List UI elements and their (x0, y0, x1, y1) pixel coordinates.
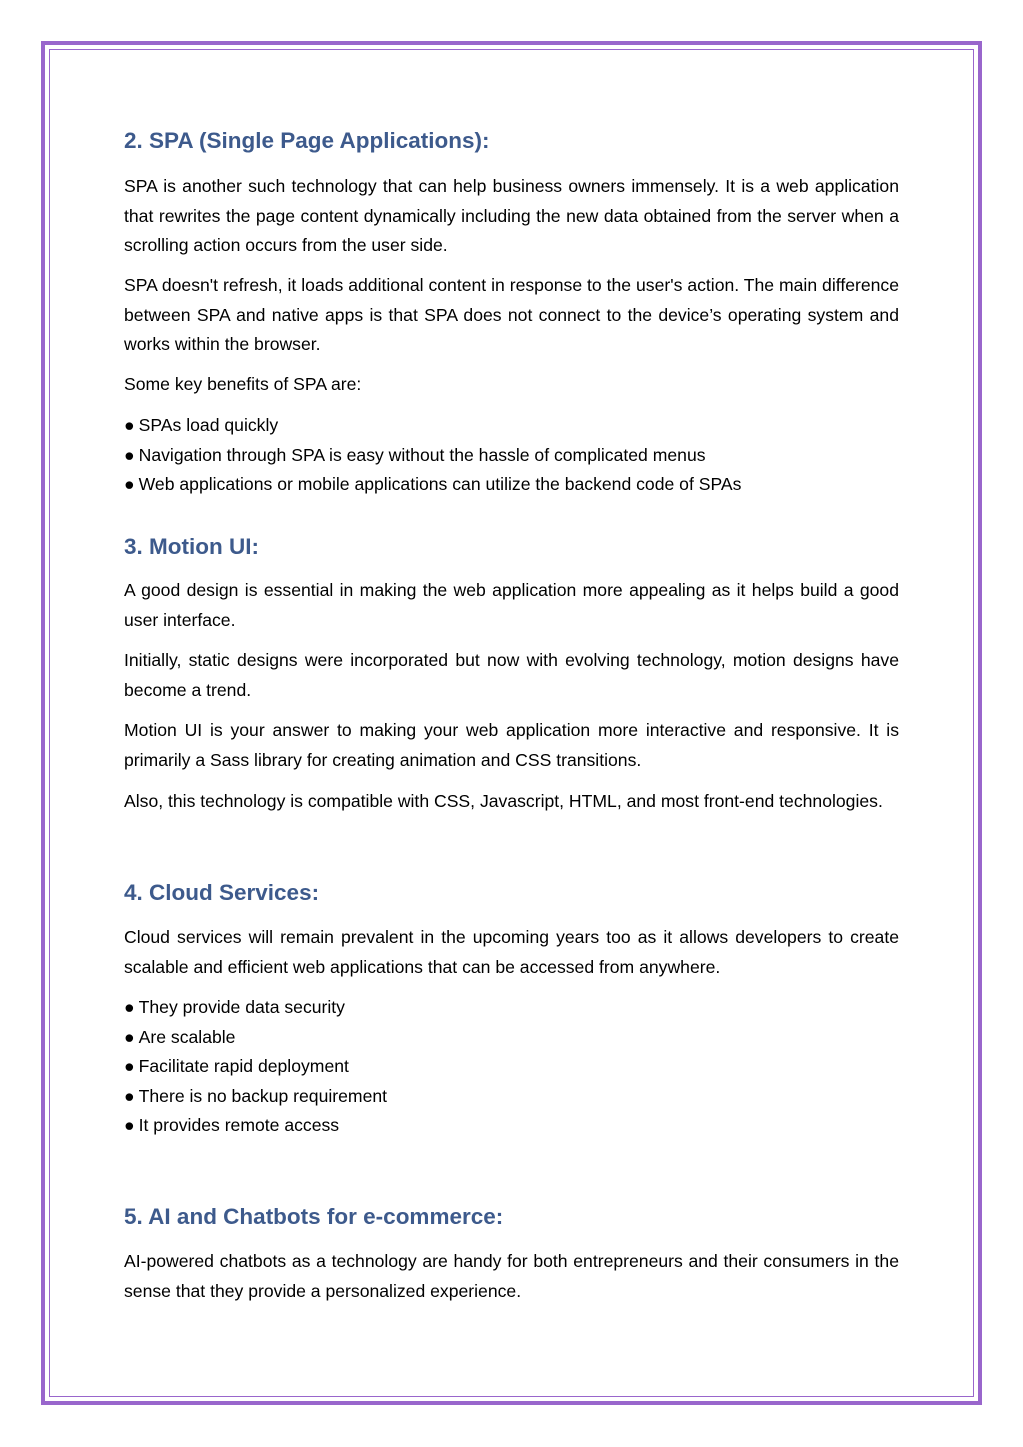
list-item: ● Web applications or mobile applications can utilize the backend code of SPAs (124, 474, 742, 494)
list-item: ● They provide data security (124, 997, 345, 1017)
list-item: ● There is no backup requirement (124, 1085, 388, 1106)
paragraph: Cloud services will remain prevalent in the upcoming years too as it allows developers to create scalable and efficient web applications that can be accessed from anywhere. (124, 927, 899, 977)
bullet-icon: ● (124, 997, 135, 1017)
section-heading-motion-ui: 3. Motion UI: (124, 534, 259, 559)
section-heading-ai-chatbots: 5. AI and Chatbots for e-commerce: (124, 1204, 504, 1229)
bullet-icon: ● (124, 415, 135, 435)
bullet-list-cloud (124, 993, 899, 1141)
bullet-icon: ● (124, 1056, 135, 1076)
paragraph: Also, this technology is compatible with CSS, Javascript, HTML, and most front-end technologies. (124, 791, 883, 811)
paragraph: A good design is essential in making the web application more appealing as it helps build a good user interface. (124, 580, 899, 630)
list-item: ● Are scalable (124, 1026, 236, 1047)
paragraph: SPA is another such technology that can help business owners immensely. It is a web application that rewrites the page content dynamically including the new data obtained from the server when a scrolling action occurs from the user side. (124, 176, 899, 255)
list-item: ● Navigation through SPA is easy without the hassle of complicated menus (124, 444, 706, 465)
paragraph: SPA doesn't refresh, it loads additional content in response to the user's action. The main difference between SPA and native apps is that SPA does not connect to the device’s operating system and works within the browser. (124, 275, 899, 354)
bullet-list-spa (124, 411, 899, 500)
bullet-icon: ● (124, 1026, 135, 1047)
section-heading-cloud-services: 4. Cloud Services: (124, 880, 320, 905)
paragraph: Some key benefits of SPA are: (124, 374, 362, 394)
bullet-icon: ● (124, 1115, 135, 1135)
list-item: ● SPAs load quickly (124, 415, 279, 435)
bullet-icon: ● (124, 444, 135, 465)
list-item: ● It provides remote access (124, 1115, 340, 1135)
paragraph: Initially, static designs were incorporated but now with evolving technology, motion designs have become a trend. (124, 650, 899, 700)
list-item: ● Facilitate rapid deployment (124, 1056, 349, 1076)
section-heading-spa: 2. SPA (Single Page Applications): (124, 128, 490, 153)
bullet-icon: ● (124, 474, 135, 494)
paragraph: Motion UI is your answer to making your web application more interactive and responsive. It is primarily a Sass library for creating animation and CSS transitions. (124, 720, 899, 770)
paragraph: AI-powered chatbots as a technology are handy for both entrepreneurs and their consumers in the sense that they provide a personalized experience. (124, 1251, 899, 1301)
bullet-icon: ● (124, 1085, 135, 1106)
